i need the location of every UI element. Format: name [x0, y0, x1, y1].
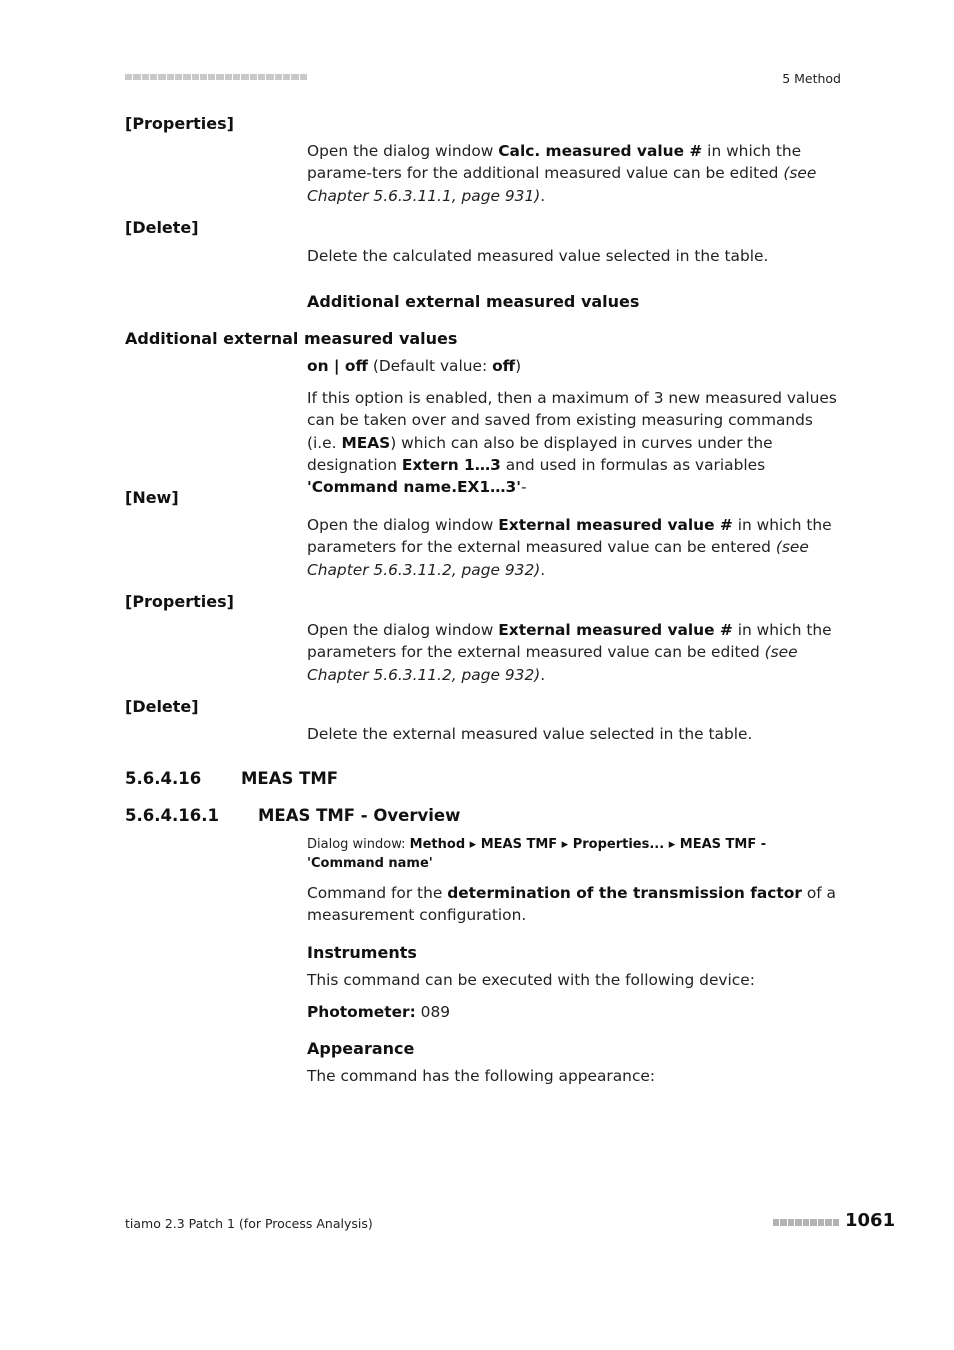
footer-product: tiamo 2.3 Patch 1 (for Process Analysis) — [125, 1216, 373, 1231]
instruments-heading: Instruments — [307, 943, 417, 962]
term-delete: [Delete] — [125, 218, 199, 237]
section-number: 5.6.4.16 — [125, 769, 202, 788]
dialog-path: Dialog window: Method ▸ MEAS TMF ▸ Properties... ▸ MEAS TMF - 'Command name' — [307, 837, 767, 871]
header-decoration — [125, 72, 307, 82]
section-title: MEAS TMF — [241, 769, 339, 788]
photometer-line: Photometer: 089 — [307, 1003, 451, 1021]
properties-external-description: Open the dialog window External measured value # in which the parameters for the external measured value can be edited (see Chapter 5.6.3.11.2, page 932). — [307, 621, 832, 684]
instruments-text: This command can be executed with the following device: — [307, 971, 755, 989]
subsection-number: 5.6.4.16.1 — [125, 806, 219, 825]
term-properties-external: [Properties] — [125, 592, 234, 611]
header-chapter: 5 Method — [782, 71, 841, 86]
option-values: on | off (Default value: off) — [307, 357, 522, 375]
appearance-text: The command has the following appearance: — [307, 1067, 656, 1085]
external-values-description: If this option is enabled, then a maximum of 3 new measured values can be taken over and saved from existing measuring commands (i.e. MEAS) which can also be displayed in curves under the designation Extern 1…3 and used in formulas as variables 'Command name.EX1…3'- — [307, 389, 837, 497]
subsection-title: MEAS TMF - Overview — [258, 806, 461, 825]
delete-description: Delete the calculated measured value selected in the table. — [307, 247, 769, 265]
footer-decoration — [773, 1218, 839, 1228]
term-properties: [Properties] — [125, 114, 234, 133]
term-new: [New] — [125, 488, 179, 507]
properties-description: Open the dialog window Calc. measured value # in which the parame-ters for the additional measured value can be edited (see Chapter 5.6.3.11.1, page 931). — [307, 142, 817, 205]
appearance-heading: Appearance — [307, 1039, 415, 1058]
new-description: Open the dialog window External measured value # in which the parameters for the external measured value can be entered (see Chapter 5.6.3.11.2, page 932). — [307, 516, 832, 579]
command-description: Command for the determination of the transmission factor of a measurement configuration. — [307, 884, 836, 925]
delete-external-description: Delete the external measured value selected in the table. — [307, 725, 753, 743]
term-external-values: Additional external measured values — [125, 329, 458, 348]
term-delete-external: [Delete] — [125, 697, 199, 716]
page-number: 1061 — [845, 1210, 896, 1231]
subheading-external-values: Additional external measured values — [307, 292, 640, 311]
